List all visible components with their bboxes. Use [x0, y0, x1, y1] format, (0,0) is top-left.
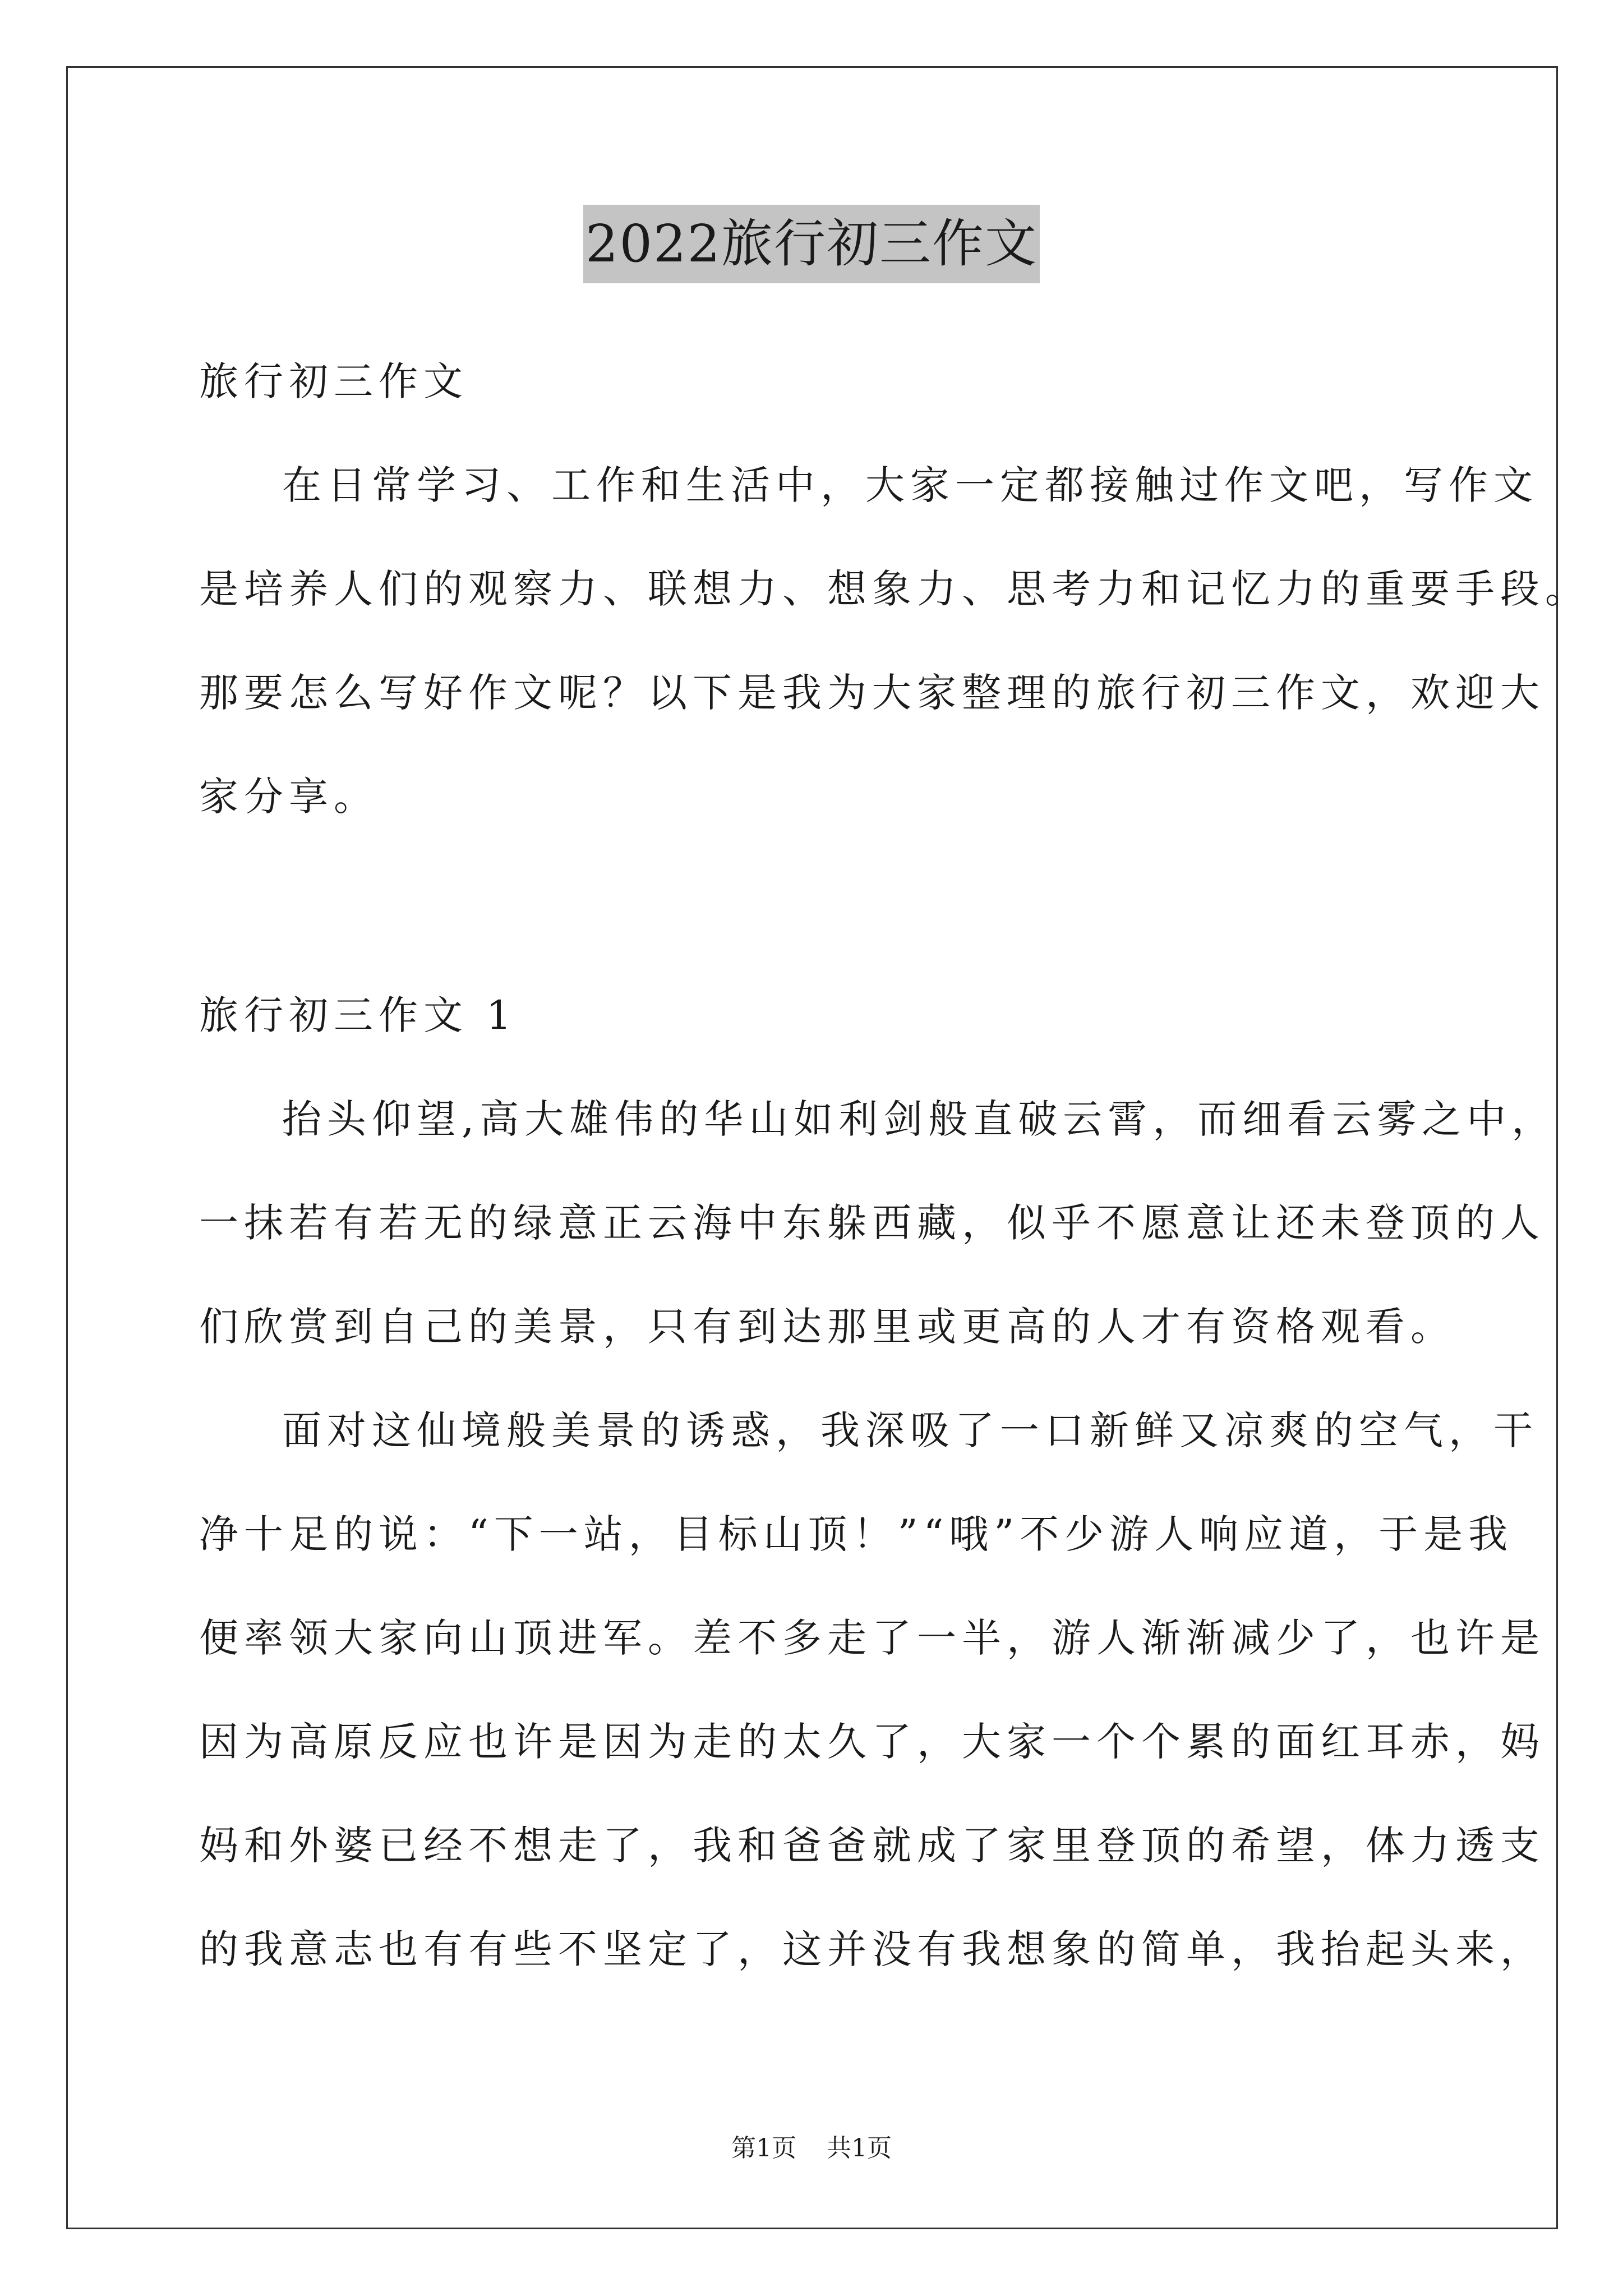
intro-line-3: 那要怎么写好作文呢？以下是我为大家整理的旅行初三作文，欢迎大	[199, 670, 1545, 716]
para1-line-2: 一抹若有若无的绿意正云海中东躲西藏，似乎不愿意让还未登顶的人	[199, 1200, 1545, 1246]
page-footer	[0, 2132, 1623, 2165]
para1-line-3: 们欣赏到自己的美景，只有到达那里或更高的人才有资格观看。	[199, 1304, 1455, 1350]
page-number-total: 共1页	[827, 2134, 892, 2162]
intro-line-2: 是培养人们的观察力、联想力、想象力、思考力和记忆力的重要手段。	[199, 566, 1590, 612]
para2-line-5: 妈和外婆已经不想走了，我和爸爸就成了家里登顶的希望，体力透支	[199, 1823, 1545, 1869]
intro-line-4: 家分享。	[199, 774, 379, 820]
subtitle: 旅行初三作文	[199, 358, 468, 404]
section-heading: 旅行初三作文 1	[199, 992, 517, 1038]
para1-line-1: 抬头仰望,高大雄伟的华山如利剑般直破云霄，而细看云雾之中，	[282, 1096, 1557, 1142]
intro-line-1: 在日常学习、工作和生活中，大家一定都接触过作文吧，写作文	[282, 462, 1538, 508]
document-title: 2022旅行初三作文	[583, 205, 1040, 283]
para2-line-1: 面对这仙境般美景的诱惑，我深吸了一口新鲜又凉爽的空气，干	[282, 1407, 1538, 1453]
page-number-current: 第1页	[731, 2134, 796, 2162]
para2-line-3: 便率领大家向山顶进军。差不多走了一半，游人渐渐减少了，也许是	[199, 1615, 1545, 1661]
para2-line-2: 净十足的说：“下一站，目标山顶！”“哦”不少游人响应道，于是我	[199, 1511, 1514, 1557]
title-container	[0, 205, 1623, 283]
para2-line-6: 的我意志也有有些不坚定了，这并没有我想象的简单，我抬起头来，	[199, 1926, 1545, 1972]
para2-line-4: 因为高原反应也许是因为走的太久了，大家一个个累的面红耳赤，妈	[199, 1719, 1545, 1765]
